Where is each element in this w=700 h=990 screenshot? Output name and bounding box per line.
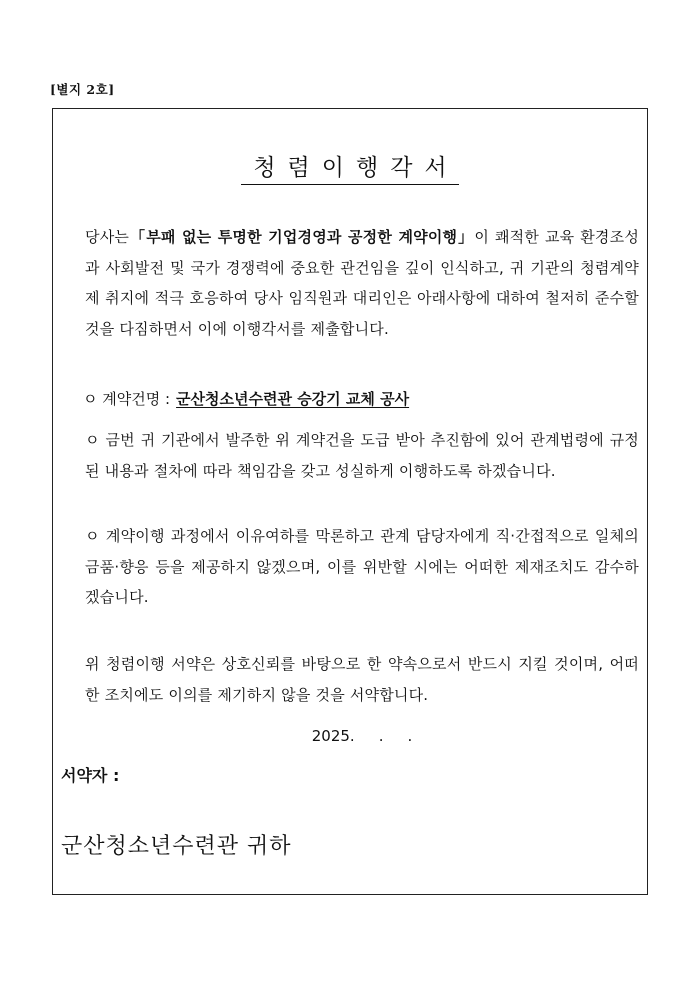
contract-line: [83, 388, 409, 409]
signer-label: 서약자 :: [61, 766, 120, 785]
intro-quoted: 「부패 없는 투명한 기업경영과 공정한 계약이행」: [129, 228, 475, 246]
intro-after: 이 쾌적한 교육 환경조성과 사회발전 및 국가 경쟁력에 중요한 관건임을 깊이 인식하고, 귀 기관의 청렴계약제 취지에 적극 호응하여 당사 임직원과 대리인은 아래사항에 대하여 철저히 준수할 것을 다짐하면서 이에 이행각서를 제출합니다.: [85, 228, 640, 338]
contract-label: ㅇ 계약건명 :: [83, 390, 171, 408]
document-frame: [52, 108, 648, 895]
date-line: [53, 727, 647, 745]
date-month: .: [378, 727, 384, 745]
intro-before: 당사는: [85, 228, 130, 246]
pledge-paragraph: 위 청렴이행 서약은 상호신뢰를 바탕으로 한 약속으로서 반드시 지킬 것이며, 어떠한 조치에도 이의를 제기하지 않을 것을 서약합니다.: [85, 655, 639, 704]
document-title-wrap: [53, 149, 647, 182]
form-label: [별지 2호]: [50, 82, 115, 97]
addressee: 군산청소년수련관 귀하: [61, 834, 292, 859]
date-day: .: [407, 727, 413, 745]
item-2: ㅇ 계약이행 과정에서 이유여하를 막론하고 관계 담당자에게 직·간접적으로 일체의 금품·향응 등을 제공하지 않겠으며, 이를 위반할 시에는 어떠한 제재조치도 감수하겠습니다.: [85, 527, 639, 606]
date-year: 2025.: [311, 727, 355, 745]
intro-paragraph: [63, 222, 639, 344]
item-1: ㅇ 금번 귀 기관에서 발주한 위 계약건을 도급 받아 추진함에 있어 관계법령에 규정된 내용과 절차에 따라 책임감을 갖고 성실하게 이행하도록 하겠습니다.: [85, 431, 639, 480]
document-title: 청렴이행각서: [241, 155, 458, 185]
contract-name: 군산청소년수련관 승강기 교체 공사: [176, 390, 410, 408]
